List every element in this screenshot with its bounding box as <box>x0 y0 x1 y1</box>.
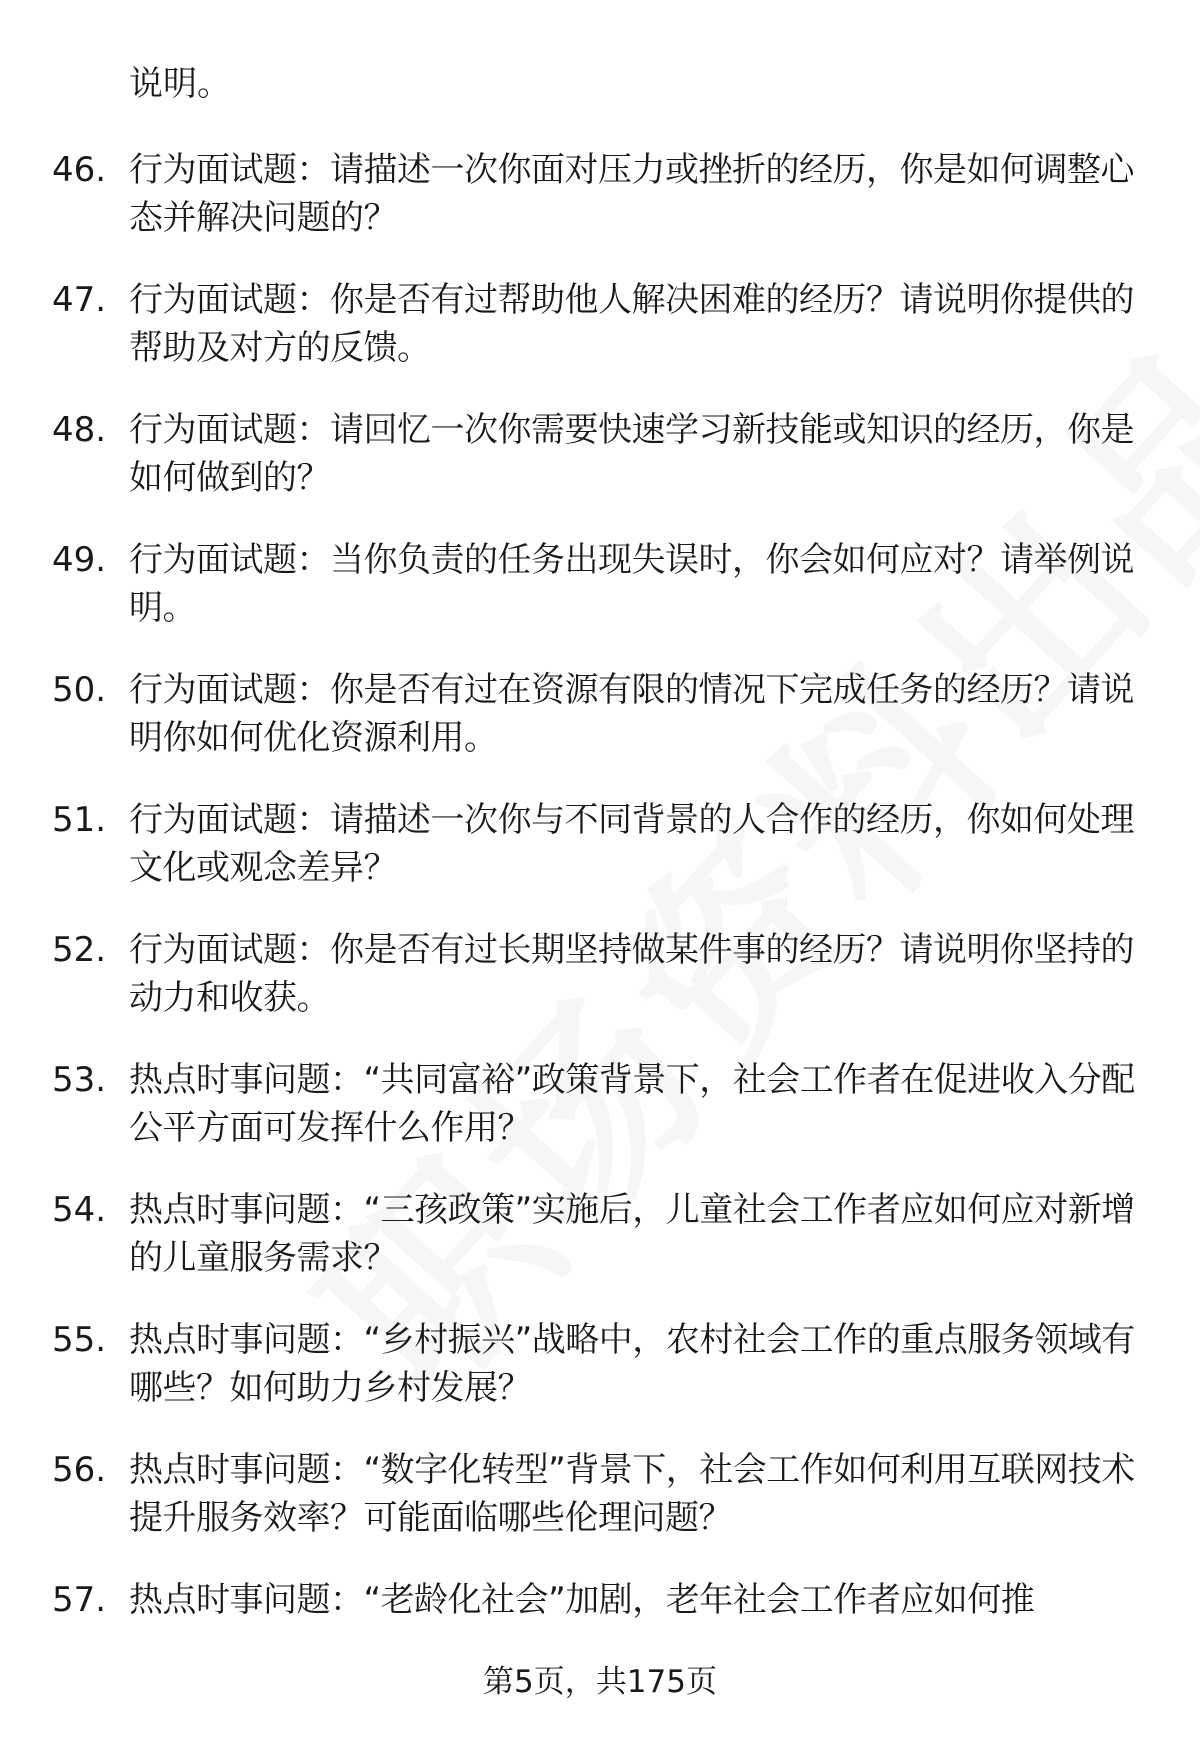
item-text: 热点时事问题：“乡村振兴”战略中，农村社会工作的重点服务领域有哪些？如何助力乡村发展？ <box>129 1320 1135 1408</box>
list-item <box>0 406 1200 536</box>
item-number: 48. <box>52 410 107 450</box>
continued-text: 说明。 <box>129 64 231 104</box>
item-number: 54. <box>52 1190 107 1230</box>
list-item <box>0 926 1200 1056</box>
list-item <box>0 1186 1200 1316</box>
item-text: 热点时事问题：“老龄化社会”加剧，老年社会工作者应如何推 <box>129 1580 1035 1620</box>
item-number: 50. <box>52 670 107 710</box>
item-text: 行为面试题：请描述一次你面对压力或挫折的经历，你是如何调整心态并解决问题的？ <box>129 150 1134 238</box>
list-item <box>0 146 1200 276</box>
item-text: 行为面试题：你是否有过在资源有限的情况下完成任务的经历？请说明你如何优化资源利用。 <box>129 670 1134 758</box>
item-number: 52. <box>52 930 107 970</box>
list-item <box>0 666 1200 796</box>
item-number: 46. <box>52 150 107 190</box>
list-item <box>0 1446 1200 1576</box>
list-item <box>0 536 1200 666</box>
question-list <box>0 146 1200 1706</box>
page-footer: 第5页，共175页 <box>483 1664 717 1700</box>
item-number: 57. <box>52 1580 107 1620</box>
item-text: 行为面试题：请描述一次你与不同背景的人合作的经历，你如何处理文化或观念差异？ <box>129 800 1134 888</box>
item-text: 行为面试题：你是否有过帮助他人解决困难的经历？请说明你提供的帮助及对方的反馈。 <box>129 280 1134 368</box>
item-text: 行为面试题：请回忆一次你需要快速学习新技能或知识的经历，你是如何做到的？ <box>129 410 1134 498</box>
item-text: 热点时事问题：“数字化转型”背景下，社会工作如何利用互联网技术提升服务效率？可能面临哪些伦理问题？ <box>129 1450 1135 1538</box>
item-number: 51. <box>52 800 107 840</box>
item-text: 热点时事问题：“三孩政策”实施后，儿童社会工作者应如何应对新增的儿童服务需求？ <box>129 1190 1135 1278</box>
item-number: 55. <box>52 1320 107 1360</box>
list-item <box>0 1056 1200 1186</box>
item-text: 行为面试题：当你负责的任务出现失误时，你会如何应对？请举例说明。 <box>129 540 1134 628</box>
list-item <box>0 1316 1200 1446</box>
item-number: 56. <box>52 1450 107 1490</box>
item-number: 53. <box>52 1060 107 1100</box>
list-item <box>0 796 1200 926</box>
item-text: 热点时事问题：“共同富裕”政策背景下，社会工作者在促进收入分配公平方面可发挥什么作用？ <box>129 1060 1135 1148</box>
item-number: 49. <box>52 540 107 580</box>
list-item <box>0 276 1200 406</box>
item-text: 行为面试题：你是否有过长期坚持做某件事的经历？请说明你坚持的动力和收获。 <box>129 930 1134 1018</box>
item-number: 47. <box>52 280 107 320</box>
